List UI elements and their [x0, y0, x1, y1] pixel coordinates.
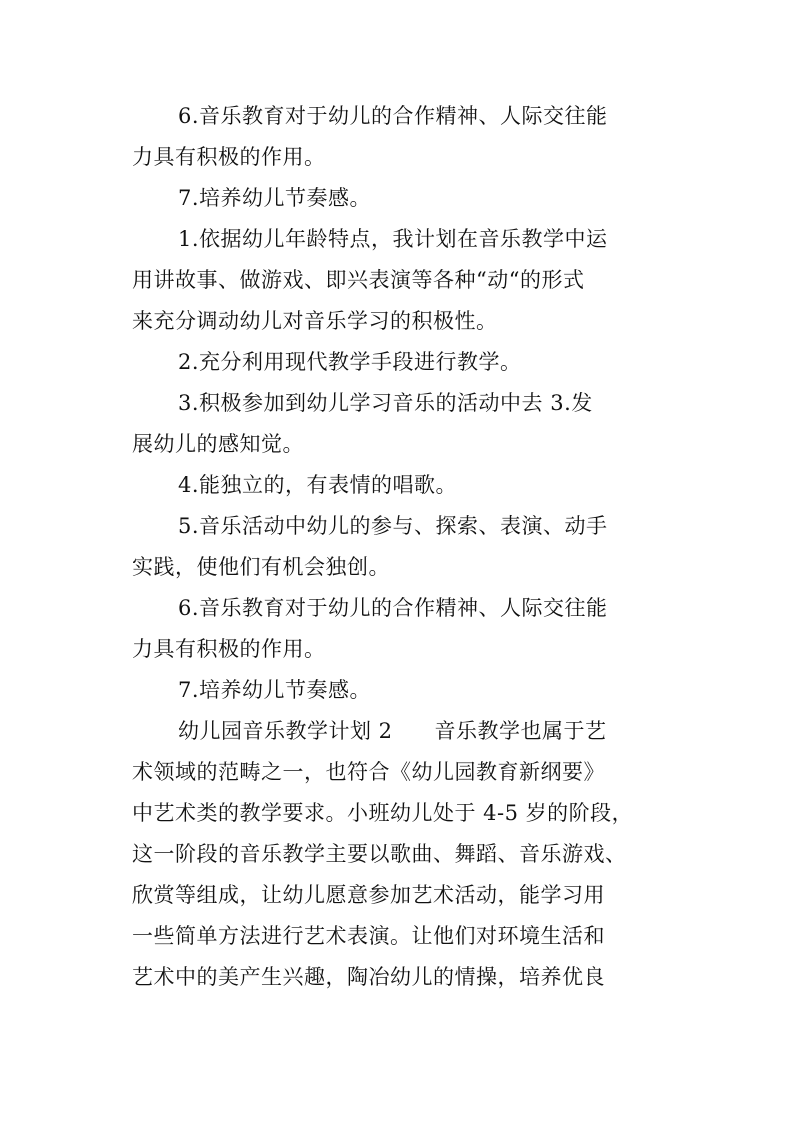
section-title: 幼儿园音乐教学计划 2	[178, 719, 393, 743]
text-line: 5.音乐活动中幼儿的参与、探索、表演、动手	[178, 514, 608, 538]
text-line: 6.音乐教育对于幼儿的合作精神、人际交往能	[178, 104, 608, 128]
text-line: 一些简单方法进行艺术表演。让他们对环境生活和	[132, 924, 605, 948]
text-line: 7.培养幼儿节奏感。	[178, 678, 372, 702]
text-line: 展幼儿的感知觉。	[132, 432, 304, 456]
text-line: 艺术中的美产生兴趣，陶冶幼儿的情操，培养优良	[132, 965, 605, 989]
text-line: 1.依据幼儿年龄特点，我计划在音乐教学中运	[178, 227, 608, 251]
text-line: 欣赏等组成，让幼儿愿意参加艺术活动，能学习用	[132, 883, 605, 907]
text-line: 力具有积极的作用。	[132, 637, 326, 661]
text-line: 力具有积极的作用。	[132, 145, 326, 169]
text-line: 这一阶段的音乐教学主要以歌曲、舞蹈、音乐游戏、	[132, 842, 627, 866]
text-line: 3.积极参加到幼儿学习音乐的活动中去 3.发	[178, 391, 593, 415]
section-heading-line	[132, 711, 672, 752]
text-line: 6.音乐教育对于幼儿的合作精神、人际交往能	[178, 596, 608, 620]
text-line: 实践，使他们有机会独创。	[132, 555, 390, 579]
text-line: 中艺术类的教学要求。小班幼儿处于 4-5 岁的阶段，	[132, 801, 634, 825]
section-intro: 音乐教学也属于艺	[434, 719, 607, 743]
text-line: 用讲故事、做游戏、即兴表演等各种“动“的形式	[132, 268, 585, 292]
text-line: 2.充分利用现代教学手段进行教学。	[178, 350, 522, 374]
text-line: 来充分调动幼儿对音乐学习的积极性。	[132, 309, 498, 333]
text-line: 7.培养幼儿节奏感。	[178, 186, 372, 210]
document-body	[132, 96, 672, 998]
text-line: 4.能独立的，有表情的唱歌。	[178, 473, 458, 497]
text-line: 术领域的范畴之一，也符合《幼儿园教育新纲要》	[132, 760, 605, 784]
